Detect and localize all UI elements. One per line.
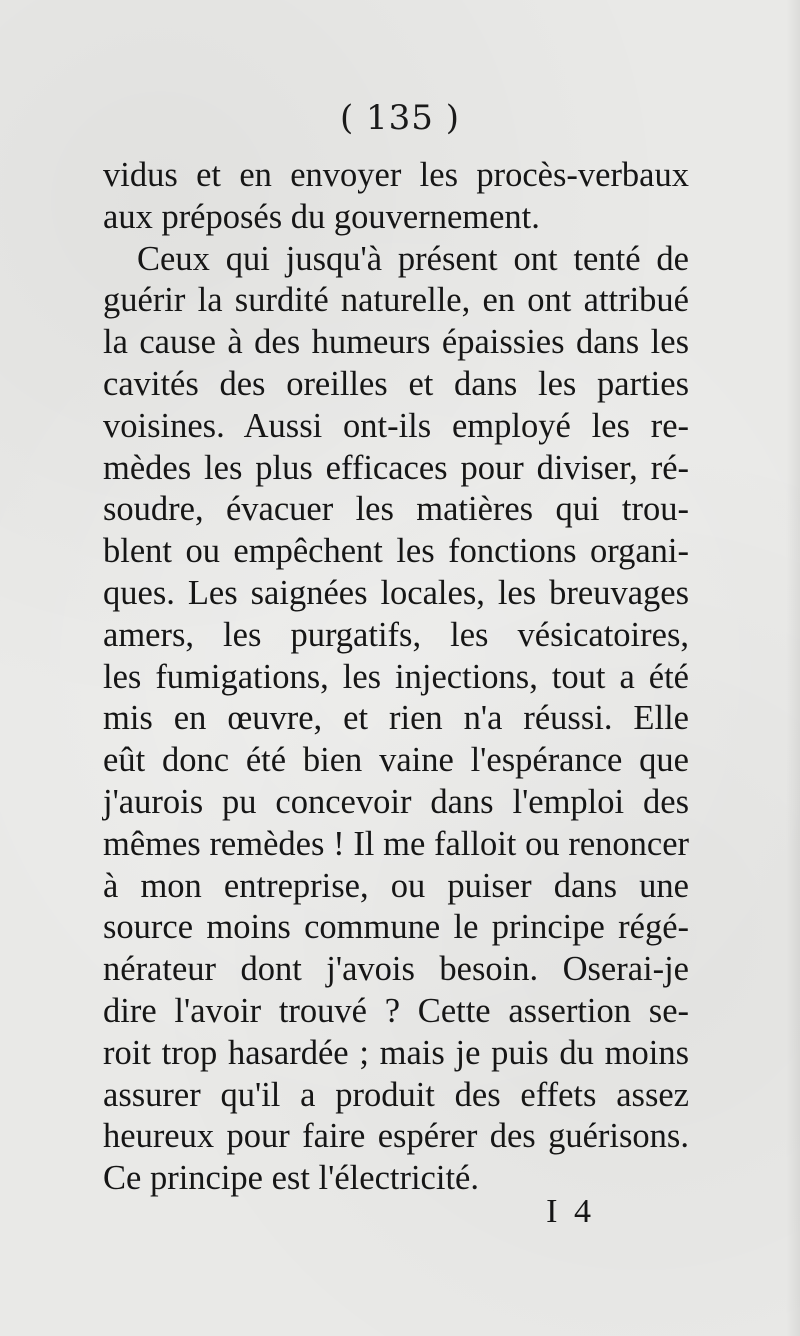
text-line: mêmes remèdes ! Il me falloit ou renoncer bbox=[103, 824, 689, 863]
text-line: les fumigations, les injections, tout a été bbox=[103, 657, 689, 696]
text-line: voisines. Aussi ont-ils employé les re- bbox=[103, 406, 689, 445]
text-line: vidus et en envoyer les procès-verbaux bbox=[103, 156, 689, 194]
text-line: Ceux qui jusqu'à présent ont tenté de bbox=[137, 239, 689, 278]
signature-mark: I 4 bbox=[546, 1193, 595, 1230]
text-line: guérir la surdité naturelle, en ont attribué bbox=[103, 281, 689, 320]
text-line: Ce principe est l'électricité. bbox=[103, 1159, 479, 1198]
text-line: ques. Les saignées locales, les breuvages bbox=[103, 573, 689, 612]
text-line: mèdes les plus efficaces pour diviser, ré- bbox=[103, 448, 689, 487]
text-line: assurer qu'il a produit des effets assez bbox=[103, 1075, 689, 1114]
text-line: mis en œuvre, et rien n'a réussi. Elle bbox=[103, 699, 689, 738]
text-line: cavités des oreilles et dans les parties bbox=[103, 364, 689, 403]
text-line: roit trop hasardée ; mais je puis du moins bbox=[103, 1033, 689, 1072]
text-line: dire l'avoir trouvé ? Cette assertion se- bbox=[103, 991, 689, 1030]
text-line: source moins commune le principe régé- bbox=[103, 908, 689, 947]
text-line: soudre, évacuer les matières qui trou- bbox=[103, 490, 689, 529]
body-text bbox=[103, 155, 689, 1200]
text-line: amers, les purgatifs, les vésicatoires, bbox=[103, 615, 689, 654]
page-edge-shadow bbox=[786, 0, 800, 1336]
text-line: à mon entreprise, ou puiser dans une bbox=[103, 866, 689, 905]
text-line: eût donc été bien vaine l'espérance que bbox=[103, 741, 689, 780]
text-line: nérateur dont j'avois besoin. Oserai-je bbox=[103, 950, 689, 989]
page-number-header: ( 135 ) bbox=[339, 98, 461, 138]
text-line: aux préposés du gouvernement. bbox=[103, 197, 540, 236]
text-line: heureux pour faire espérer des guérisons. bbox=[103, 1117, 689, 1156]
text-line: la cause à des humeurs épaissies dans les bbox=[103, 323, 689, 362]
text-line: blent ou empêchent les fonctions organi- bbox=[103, 532, 689, 571]
text-line: j'aurois pu concevoir dans l'emploi des bbox=[103, 782, 689, 821]
